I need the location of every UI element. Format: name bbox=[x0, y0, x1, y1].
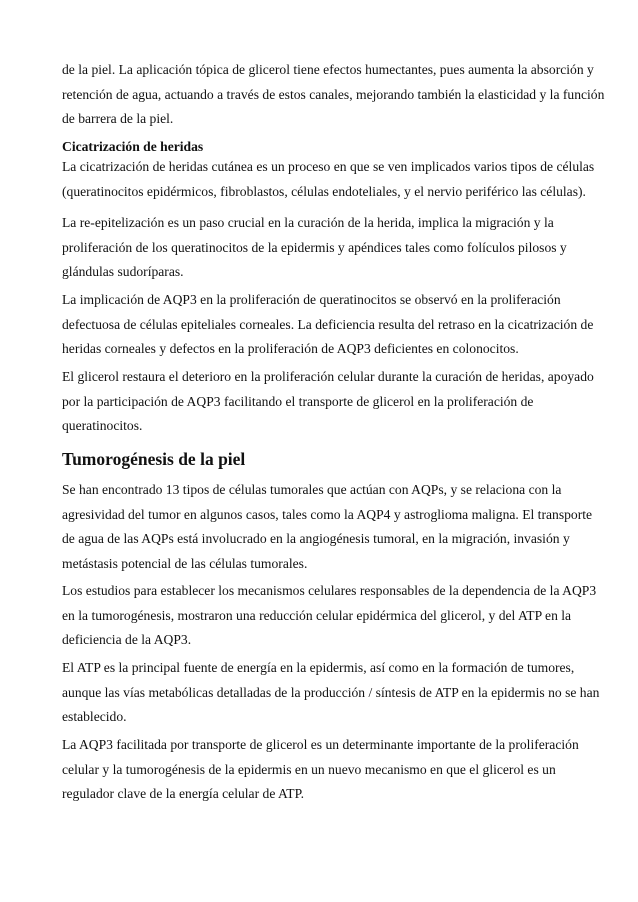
text-line: aunque las vías metabólicas detalladas de la producción / síntesis de ATP en la epidermis no se han bbox=[62, 684, 600, 700]
text-line: (queratinocitos epidérmicos, fibroblastos, células endoteliales, y el nervio periférico las células). bbox=[62, 183, 586, 199]
text-line: La cicatrización de heridas cutánea es un proceso en que se ven implicados varios tipos de células bbox=[62, 159, 595, 174]
subheading-wound-healing: Cicatrización de heridas bbox=[62, 139, 204, 154]
text-line: celular y la tumorogénesis de la epidermis en un nuevo mecanismo en que el glicerol es un bbox=[62, 761, 556, 777]
text-line: de barrera de la piel. bbox=[62, 111, 174, 126]
text-line: de agua de las AQPs está involucrado en la angiogénesis tumoral, en la migración, invasión y bbox=[62, 531, 570, 546]
text-line: heridas corneales y defectos en la proliferación de AQP3 deficientes en colonocitos. bbox=[62, 341, 519, 356]
text-line: en la tumorogénesis, mostraron una reducción celular epidérmica del glicerol, y del ATP en la bbox=[62, 607, 572, 623]
paragraph-wound-healing-intro bbox=[62, 155, 595, 204]
text-line: retención de agua, actuando a través de estos canales, mejorando también la elasticidad y la función bbox=[62, 86, 605, 102]
text-line: por la participación de AQP3 facilitando el transporte de glicerol en la proliferación de bbox=[62, 393, 534, 409]
paragraph-atp-energy bbox=[62, 656, 600, 730]
text-line: El ATP es la principal fuente de energía en la epidermis, así como en la formación de tumores, bbox=[62, 660, 575, 675]
paragraph-cellular-mechanisms bbox=[62, 579, 597, 653]
text-line: queratinocitos. bbox=[62, 418, 143, 433]
paragraph-glycerol-topical bbox=[62, 58, 605, 132]
paragraph-aqp3-glycerol-transport bbox=[62, 733, 582, 807]
paragraph-aqp3-proliferation bbox=[62, 288, 594, 362]
text-line: El glicerol restaura el deterioro en la proliferación celular durante la curación de heridas, apoyado bbox=[62, 369, 594, 384]
text-line: metástasis potencial de las células tumorales. bbox=[62, 555, 308, 571]
text-line: establecido. bbox=[62, 709, 127, 724]
paragraph-tumor-cell-types bbox=[62, 478, 593, 576]
text-line: proliferación de los queratinocitos de la epidermis y apéndices tales como folículos pilosos y bbox=[62, 239, 567, 255]
heading-skin-tumorigenesis: Tumorogénesis de la piel bbox=[62, 449, 246, 469]
text-line: agresividad del tumor en algunos casos, tales como la AQP4 y astroglioma maligna. El transporte bbox=[62, 506, 593, 522]
text-line: deficiencia de la AQP3. bbox=[62, 632, 192, 647]
text-line: Se han encontrado 13 tipos de células tumorales que actúan con AQPs, y se relaciona con la bbox=[62, 482, 562, 497]
text-line: glándulas sudoríparas. bbox=[62, 264, 184, 279]
text-line: Los estudios para establecer los mecanismos celulares responsables de la dependencia de la AQP3 bbox=[62, 583, 597, 598]
text-line: La re-epitelización es un paso crucial en la curación de la herida, implica la migración y la bbox=[62, 215, 554, 230]
text-line: de la piel. La aplicación tópica de glicerol tiene efectos humectantes, pues aumenta la absorción y bbox=[62, 62, 594, 77]
paragraph-re-epithelialization bbox=[62, 211, 582, 285]
paragraph-glycerol-restores bbox=[62, 365, 594, 439]
text-line: defectuosa de células epiteliales corneales. La deficiencia resulta del retraso en la cicatrización de bbox=[62, 316, 594, 332]
text-line: regulador clave de la energía celular de ATP. bbox=[62, 786, 305, 801]
text-line: La implicación de AQP3 en la proliferación de queratinocitos se observó en la proliferación bbox=[62, 292, 561, 307]
text-line: La AQP3 facilitada por transporte de glicerol es un determinante importante de la proliferación bbox=[62, 737, 579, 752]
